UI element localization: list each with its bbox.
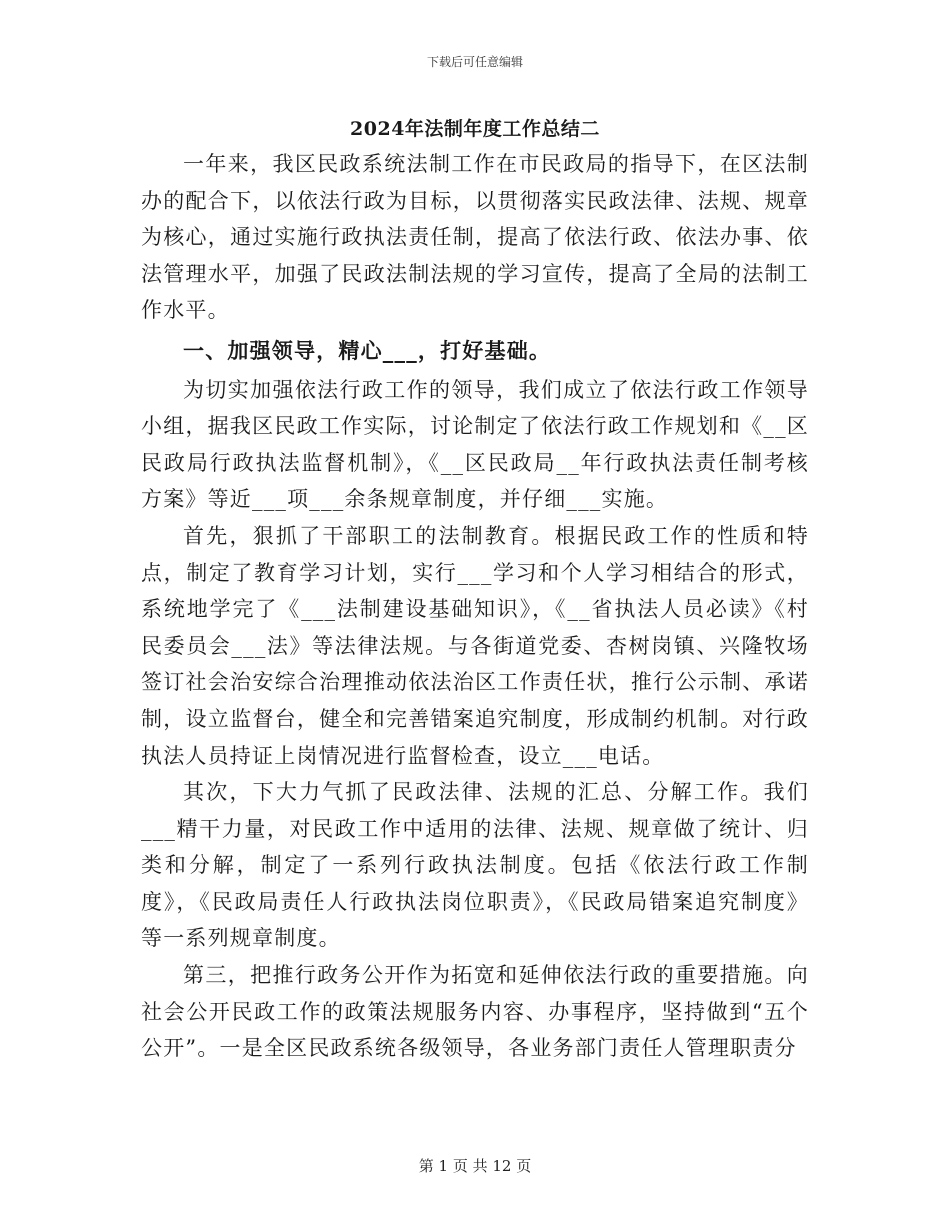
- section-heading-1: 一、加强领导，精心___，打好基础。: [183, 337, 552, 363]
- paragraph-intro: 一年来，我区民政系统法制工作在市民政局的指导下，在区法制办的配合下，以依法行政为目标，以贯彻落实民政法律、法规、规章为核心，通过实施行政执法责任制，提高了依法行政、依法办事、依法管理水平，加强了民政法制法规的学习宣传，提高了全局的法制工作水平。: [141, 152, 809, 323]
- paragraph-third: 第三，把推行政务公开作为拓宽和延伸依法行政的重要措施。向社会公开民政工作的政策法规服务内容、办事程序，坚持做到“五个公开”。一是全区民政系统各级领导，各业务部门责任人管理职责分: [141, 963, 809, 1061]
- document-body: [141, 146, 809, 1067]
- paragraph-leadership: 为切实加强依法行政工作的领导，我们成立了依法行政工作领导小组，据我区民政工作实际，讨论制定了依法行政工作规划和《__区民政局行政执法监督机制》，《__区民政局__年行政执法责任制考核方案》等近___项___余条规章制度，并仔细___实施。: [141, 377, 809, 512]
- paragraph-first: 首先，狠抓了干部职工的法制教育。根据民政工作的性质和特点，制定了教育学习计划，实行___学习和个人学习相结合的形式，系统地学完了《___法制建设基础知识》，《__省执法人员必读》《村民委员会___法》等法律法规。与各街道党委、杏树岗镇、兴隆牧场签订社会治安综合治理推动依法治区工作责任状，推行公示制、承诺制，设立监督台，健全和完善错案追究制度，形成制约机制。对行政执法人员持证上岗情况进行监督检查，设立___电话。: [141, 523, 809, 768]
- paragraph-second: 其次，下大力气抓了民政法律、法规的汇总、分解工作。我们___精干力量，对民政工作中适用的法律、法规、规章做了统计、归类和分解，制定了一系列行政执法制度。包括《依法行政工作制度》，《民政局责任人行政执法岗位职责》，《民政局错案追究制度》等一系列规章制度。: [141, 780, 809, 951]
- page-header-note: 下载后可任意编辑: [426, 55, 523, 69]
- document-title: 2024年法制年度工作总结二: [350, 118, 600, 140]
- page-number: 第 1 页 共 12 页: [418, 1157, 532, 1175]
